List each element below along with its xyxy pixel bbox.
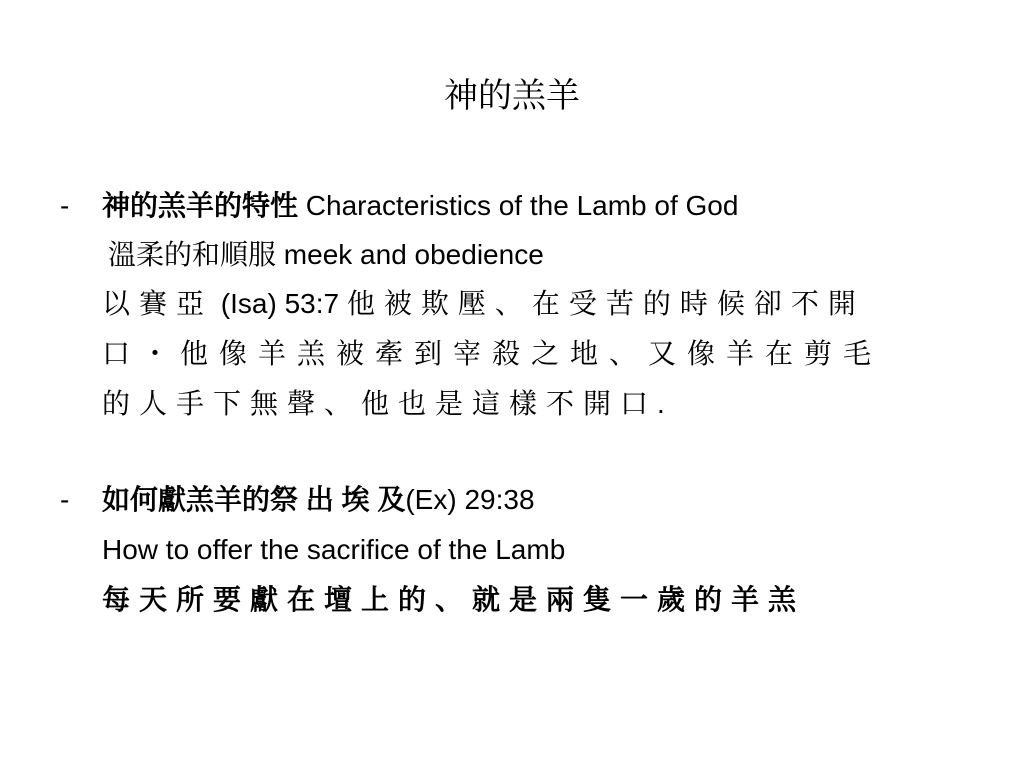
slide-title: 神的羔羊 bbox=[444, 77, 580, 115]
section-1-verse-end: . bbox=[657, 388, 665, 419]
bullet-dash-2: - bbox=[60, 484, 70, 515]
section-1-subtitle-en: meek and obedience bbox=[276, 239, 544, 270]
section-1-verse-line-1 bbox=[102, 284, 865, 324]
section-1-verse-book: 以賽亞 bbox=[102, 288, 214, 319]
section-1-subtitle-zh: 溫柔的和順服 bbox=[108, 239, 277, 270]
section-1-verse-text-3: 的人手下無聲、他也是這樣不開口 bbox=[102, 388, 658, 419]
section-2-subtitle: How to offer the sacrifice of the Lamb bbox=[102, 534, 566, 565]
section-1-verse-line-3 bbox=[102, 384, 665, 424]
section-1-heading-zh: 神的羔羊的特性 bbox=[102, 190, 299, 221]
section-2-heading-zh: 如何獻羔羊的祭 出 埃 及 bbox=[102, 484, 406, 515]
bullet-dash-1: - bbox=[60, 190, 70, 221]
section-1-heading-en: Characteristics of the Lamb of God bbox=[298, 190, 739, 221]
section-1-verse-text-1: 他被欺壓、在受苦的時候卻不開 bbox=[346, 288, 865, 319]
section-2-heading-ref: (Ex) 29:38 bbox=[405, 484, 535, 515]
section-1-subtitle bbox=[108, 235, 544, 275]
section-2-heading bbox=[102, 480, 535, 520]
section-2-verse-line-1: 每天所要獻在壇上的、就是兩隻一歲的羊羔 bbox=[102, 584, 806, 615]
section-1-verse-ref: (Isa) 53:7 bbox=[213, 288, 347, 319]
section-1-verse-line-2: 口・他像羊羔被牽到宰殺之地、又像羊在剪毛 bbox=[102, 338, 883, 369]
section-1-heading bbox=[102, 186, 738, 226]
